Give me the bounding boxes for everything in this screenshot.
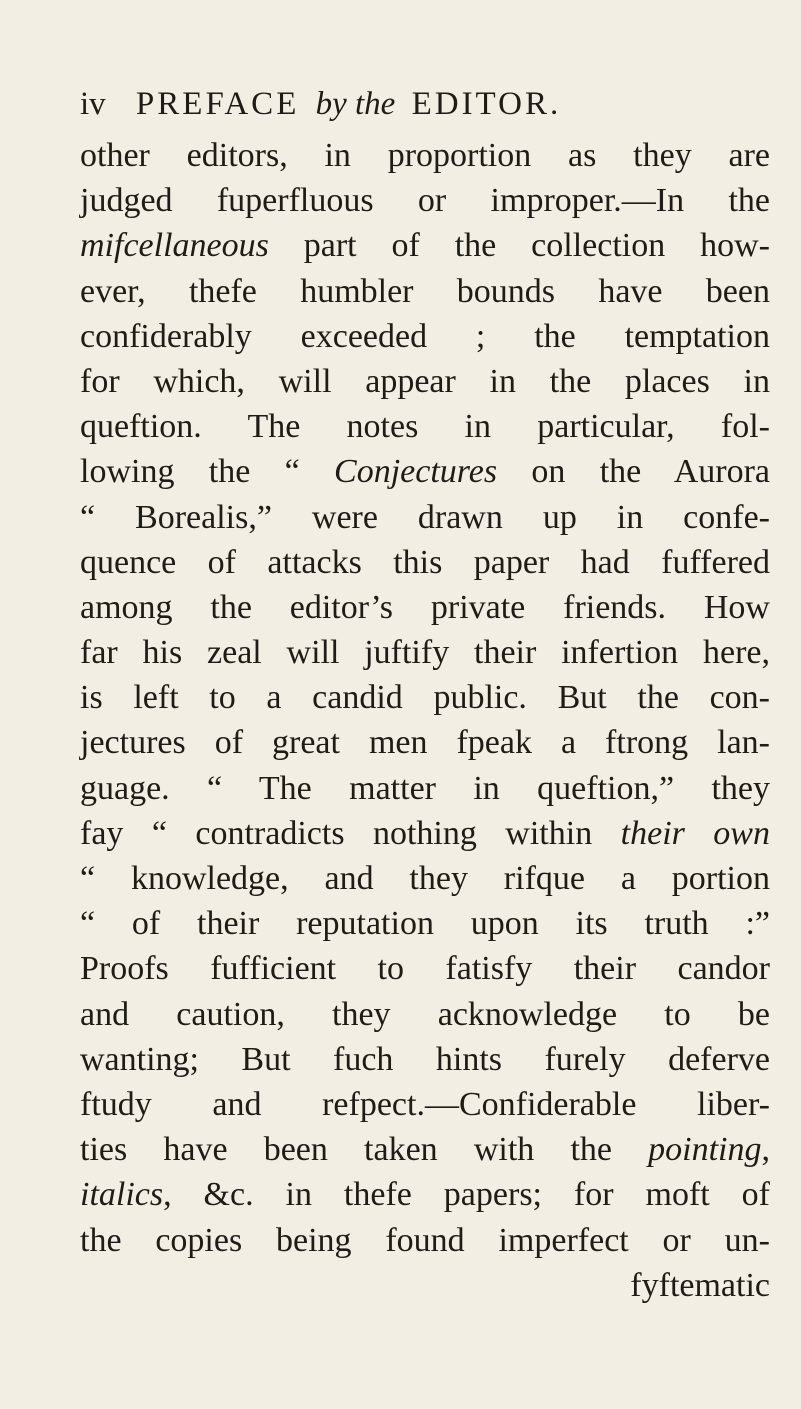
text-run: “ of their reputation upon its truth :”: [80, 905, 770, 943]
text-line: [80, 675, 770, 720]
text-run: , &c. in thefe papers; for moft of: [163, 1176, 770, 1214]
text-line: [80, 359, 770, 404]
text-run: far his zeal will juftify their infertion here,: [80, 634, 770, 672]
italic-text: their own: [620, 814, 770, 852]
italic-text: italics: [80, 1176, 164, 1214]
text-line: [80, 720, 770, 765]
text-run: queftion. The notes in particular, fol-: [80, 408, 770, 446]
text-line: [80, 811, 770, 856]
text-line: [80, 1218, 770, 1263]
running-head-role: EDITOR.: [411, 86, 562, 122]
text-run: on the Aurora: [497, 453, 771, 491]
text-line: [80, 540, 770, 585]
text-line: [80, 1172, 770, 1217]
text-run: Proofs fufficient to fatisfy their candor: [80, 950, 770, 988]
text-run: quence of attacks this paper had fuffered: [80, 543, 770, 581]
text-line: [80, 766, 770, 811]
text-run: “ Borealis,” were drawn up in confe-: [80, 498, 770, 536]
text-line: [80, 856, 770, 901]
text-line: [80, 495, 770, 540]
running-head: [80, 84, 760, 124]
text-line: [80, 178, 770, 223]
text-line: [80, 1037, 770, 1082]
text-line: [80, 1127, 770, 1172]
text-run: fyftematic: [630, 1266, 770, 1304]
text-run: wanting; But fuch hints furely deferve: [80, 1040, 770, 1078]
text-run: part of the collection how-: [268, 227, 770, 265]
text-line: [80, 992, 770, 1037]
text-run: the copies being found imperfect or un-: [80, 1221, 770, 1259]
text-line: [80, 585, 770, 630]
text-line: [80, 901, 770, 946]
text-run: ,: [761, 1131, 770, 1169]
text-run: jectures of great men fpeak a ftrong lan-: [80, 724, 770, 762]
running-head-title: PREFACE: [135, 86, 300, 122]
text-run: and caution, they acknowledge to be: [80, 995, 770, 1033]
text-line: [80, 630, 770, 675]
running-head-by: by the: [315, 86, 396, 122]
italic-text: pointing: [648, 1131, 762, 1169]
text-run: confiderably exceeded ; the temptation: [80, 317, 770, 355]
text-run: for which, will appear in the places in: [80, 362, 770, 400]
text-run: among the editor’s private friends. How: [80, 588, 770, 626]
text-run: guage. “ The matter in queftion,” they: [80, 769, 770, 807]
text-run: judged fuperfluous or improper.—In the: [80, 182, 770, 220]
text-line: [80, 946, 770, 991]
text-run: ties have been taken with the: [80, 1131, 649, 1169]
page-number: iv: [80, 86, 106, 122]
text-line: [80, 223, 770, 268]
text-line: [80, 269, 770, 314]
text-run: “ knowledge, and they rifque a portion: [80, 860, 770, 897]
text-line: [80, 133, 770, 178]
italic-text: mifcellaneous: [80, 227, 269, 265]
body-text: [80, 133, 770, 1308]
text-run: ever, thefe humbler bounds have been: [80, 272, 770, 310]
text-run: ftudy and refpect.—Confiderable liber-: [80, 1085, 770, 1123]
italic-text: Conjectures: [334, 453, 498, 491]
text-line: [80, 404, 770, 449]
text-line: [80, 449, 770, 494]
text-line: [80, 314, 770, 359]
text-run: is left to a candid public. But the con-: [80, 679, 770, 717]
text-line: [80, 1082, 770, 1127]
text-run: lowing the “: [80, 453, 335, 491]
text-run: other editors, in proportion as they are: [80, 137, 770, 174]
text-run: fay “ contradicts nothing within: [80, 814, 621, 852]
catchword: [80, 1263, 770, 1308]
